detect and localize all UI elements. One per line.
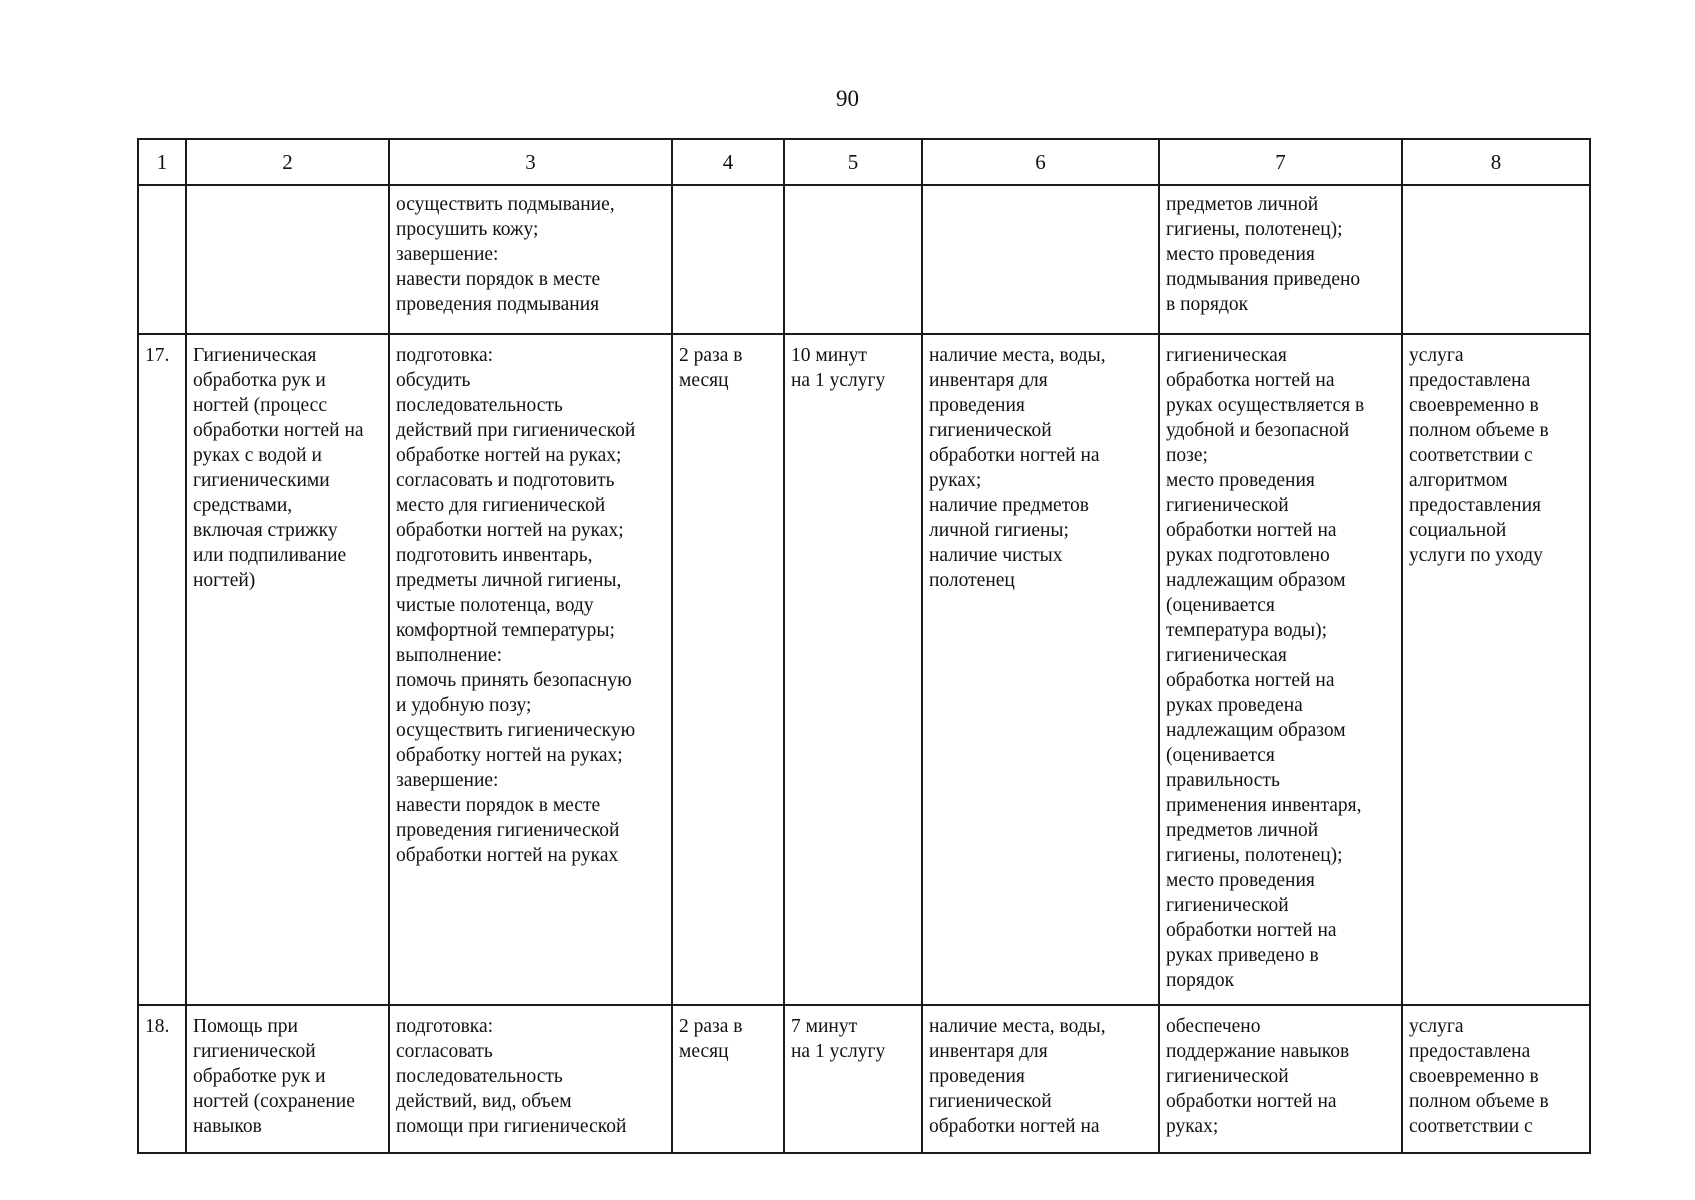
conditions-cell: наличие места, воды, инвентаря для проведения гигиенической обработки ногтей на — [922, 1005, 1159, 1153]
continuation-number-cell — [138, 185, 186, 334]
result-cell: услуга предоставлена своевременно в полном объеме в соответствии с алгоритмом предоставления социальной услуги по уходу — [1402, 334, 1590, 1005]
continuation-quality-cell: предметов личной гигиены, полотенец); место проведения подмывания приведено в порядок — [1159, 185, 1402, 334]
continuation-name-cell — [186, 185, 389, 334]
continuation-procedure-cell: осуществить подмывание, просушить кожу; завершение: навести порядок в месте проведения подмывания — [389, 185, 672, 334]
column-number-8: 8 — [1402, 139, 1590, 185]
continuation-result-cell — [1402, 185, 1590, 334]
quality-cell: обеспечено поддержание навыков гигиенической обработки ногтей на руках; — [1159, 1005, 1402, 1153]
column-number-6: 6 — [922, 139, 1159, 185]
procedure-cell: подготовка: согласовать последовательность действий, вид, объем помощи при гигиенической — [389, 1005, 672, 1153]
duration-cell: 7 минут на 1 услугу — [784, 1005, 922, 1153]
continuation-frequency-cell — [672, 185, 784, 334]
column-number-5: 5 — [784, 139, 922, 185]
duration-cell: 10 минут на 1 услугу — [784, 334, 922, 1005]
service-name-cell: Помощь при гигиенической обработке рук и ногтей (сохранение навыков — [186, 1005, 389, 1153]
column-number-2: 2 — [186, 139, 389, 185]
result-cell: услуга предоставлена своевременно в полном объеме в соответствии с — [1402, 1005, 1590, 1153]
continuation-duration-cell — [784, 185, 922, 334]
procedure-cell: подготовка: обсудить последовательность действий при гигиенической обработке ногтей на руках; согласовать и подготовить место для гигиенической обработки ногтей на руках; подготовить инвентарь, предметы личной гигиены, чистые полотенца, воду комфортной температуры; выполнение: помочь принять безопасную и удобную позу; осуществить гигиеническую обработку ногтей на руках; завершение: навести порядок в месте проведения гигиенической обработки ногтей на руках — [389, 334, 672, 1005]
column-number-4: 4 — [672, 139, 784, 185]
quality-cell: гигиеническая обработка ногтей на руках осуществляется в удобной и безопасной позе; место проведения гигиенической обработки ногтей на руках подготовлено надлежащим образом (оценивается температура воды); гигиеническая обработка ногтей на руках проведена надлежащим образом (оценивается правильность применения инвентаря, предметов личной гигиены, полотенец); место проведения гигиенической обработки ногтей на руках приведено в порядок — [1159, 334, 1402, 1005]
table-row — [138, 334, 1590, 1005]
frequency-cell: 2 раза в месяц — [672, 334, 784, 1005]
page-number: 90 — [836, 86, 859, 111]
column-number-3: 3 — [389, 139, 672, 185]
row-number: 18. — [138, 1005, 186, 1153]
service-name-cell: Гигиеническая обработка рук и ногтей (процесс обработки ногтей на руках с водой и гигиеническими средствами, включая стрижку или подпиливание ногтей) — [186, 334, 389, 1005]
continuation-row — [138, 185, 1590, 334]
continuation-conditions-cell — [922, 185, 1159, 334]
frequency-cell: 2 раза в месяц — [672, 1005, 784, 1153]
services-table — [137, 138, 1591, 1154]
table-row — [138, 1005, 1590, 1153]
column-number-7: 7 — [1159, 139, 1402, 185]
column-number-row — [138, 139, 1590, 185]
column-number-1: 1 — [138, 139, 186, 185]
row-number: 17. — [138, 334, 186, 1005]
conditions-cell: наличие места, воды, инвентаря для проведения гигиенической обработки ногтей на руках; наличие предметов личной гигиены; наличие чистых полотенец — [922, 334, 1159, 1005]
